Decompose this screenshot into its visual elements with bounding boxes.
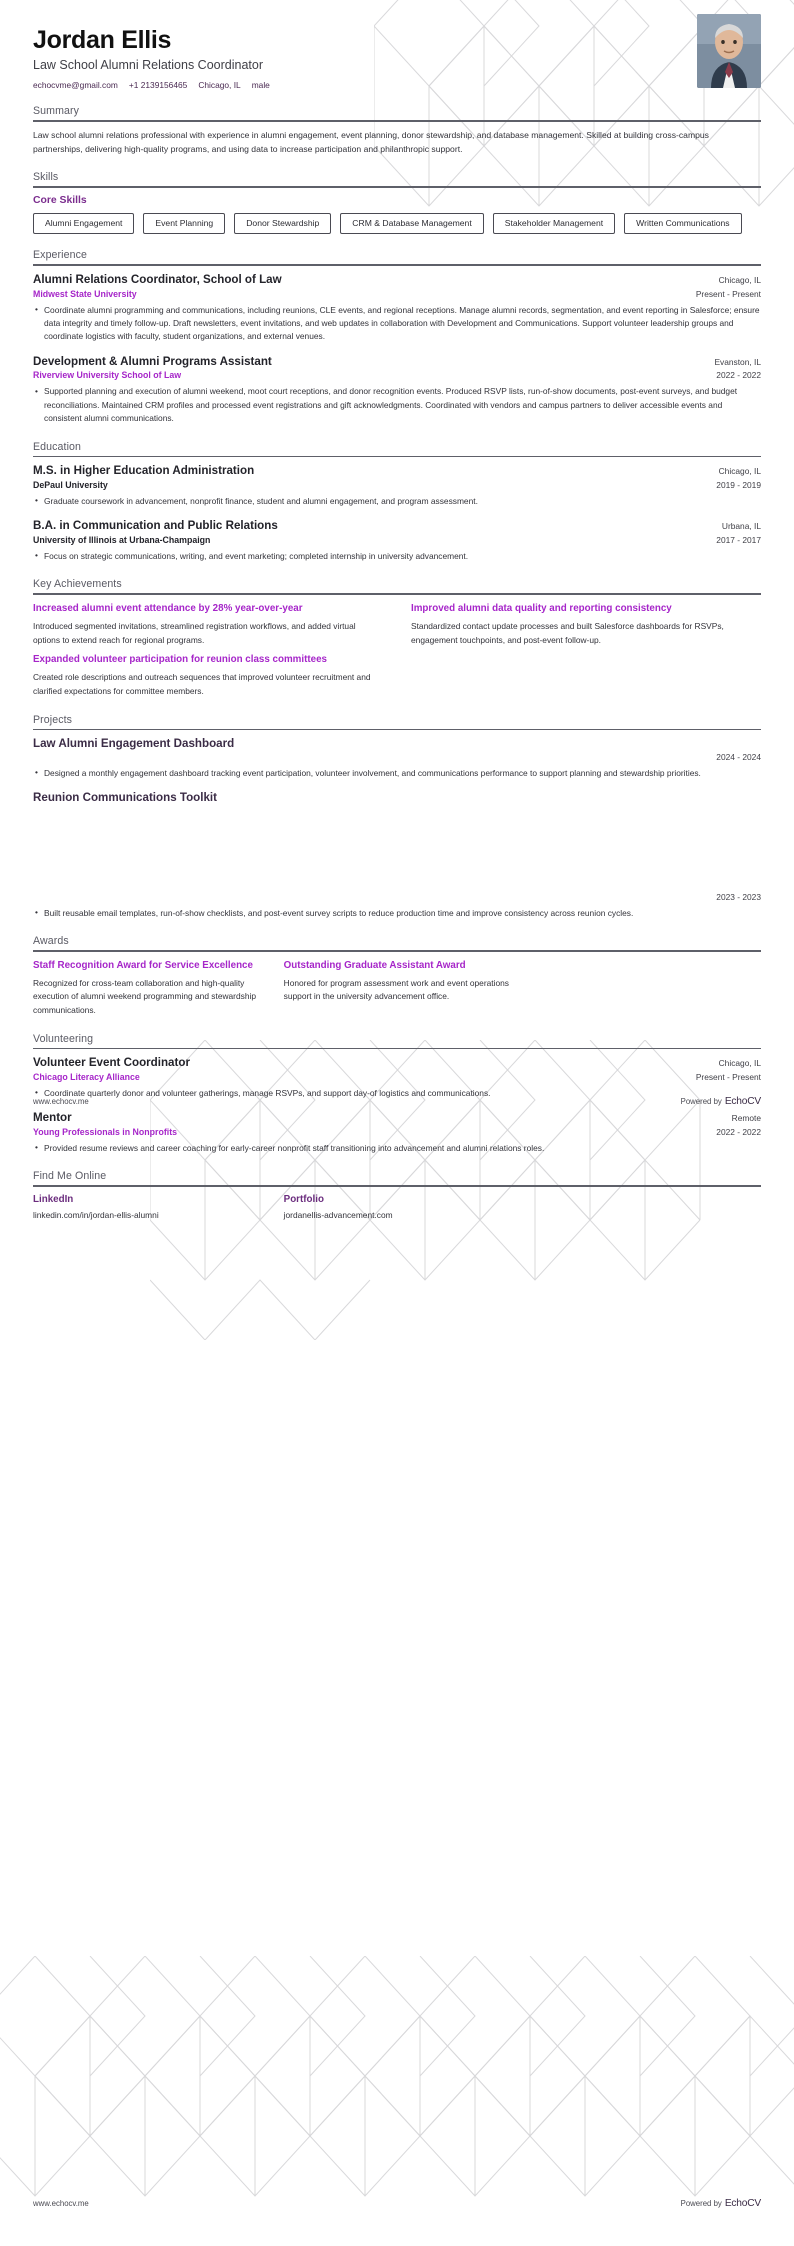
- online-link-grid: [33, 1194, 761, 1220]
- link-label-linkedin: LinkedIn: [33, 1193, 74, 1205]
- achievement-card: [33, 653, 383, 698]
- education-entry: [33, 464, 761, 508]
- award-card: [284, 959, 511, 1018]
- achievement-grid: [33, 602, 761, 699]
- section-key-achievements: [33, 578, 761, 698]
- degree-title: B.A. in Communication and Public Relations: [33, 519, 278, 533]
- powered-by-label: Powered by: [680, 2199, 722, 2208]
- project-title: Reunion Communications Toolkit: [33, 791, 217, 805]
- contact-phone[interactable]: +1 2139156465: [128, 80, 188, 90]
- project-bullet: • Built reusable email templates, run-of-show checklists, and post-event survey scripts to reduce production time and improve consistency across reunion cycles.: [33, 907, 761, 920]
- volunteer-bullet: • Coordinate quarterly donor and volunteer gatherings, manage RSVPs, and support day-of logistics and communications.: [33, 1087, 761, 1100]
- job-location: Chicago, IL: [718, 275, 761, 286]
- link-value-portfolio[interactable]: jordanellis-advancement.com: [283, 1209, 393, 1220]
- achievement-card: [33, 602, 383, 647]
- section-title-awards: Awards: [33, 934, 69, 947]
- link-value-linkedin[interactable]: linkedin.com/in/jordan-ellis-alumni: [33, 1209, 159, 1220]
- education-bullet: • Focus on strategic communications, writing, and event marketing; completed internship in university advancement.: [33, 550, 761, 563]
- job-bullet: • Supported planning and execution of alumni weekend, moot court receptions, and donor recognition events. Produced RSVP lists, run-of-show documents, post-event surveys, and budget reconciliations. Maintained CRM profiles and processed event registrations and gift acknowledgments. Coordinated with vendors and campus partners to deliver accessible events and consistent alumni communications.: [33, 385, 761, 425]
- contact-email[interactable]: echocvme@gmail.com: [33, 80, 118, 90]
- education-bullet: • Graduate coursework in advancement, nonprofit finance, student and alumni engagement, and program assessment.: [33, 495, 761, 508]
- contact-row: [33, 80, 761, 90]
- section-find-me-online: [33, 1170, 761, 1220]
- skill-pill: Donor Stewardship: [234, 213, 331, 234]
- achievement-title: Improved alumni data quality and reporting consistency: [411, 602, 672, 614]
- section-title-education: Education: [33, 440, 82, 453]
- volunteer-dates: Present - Present: [695, 1071, 761, 1082]
- award-body: Honored for program assessment work and event operations support in the university advancement office.: [283, 977, 509, 1002]
- education-bullet-list: [33, 550, 761, 563]
- skill-pill: Event Planning: [143, 213, 225, 234]
- job-bullet: • Coordinate alumni programming and communications, including reunions, CLE events, and regional receptions. Manage alumni records, segmentation, and event reporting in Salesforce; ensure data integrity and timely follow-up. Draft newsletters, event invitations, and web updates in collaboration with Development and Communications. Support volunteer leadership groups and coordinate logistics with faculty, student organizations, and external venues.: [33, 304, 761, 344]
- section-title-key-achievements: Key Achievements: [33, 578, 122, 591]
- section-skills: [33, 171, 761, 234]
- section-title-experience: Experience: [33, 249, 87, 262]
- contact-gender: male: [251, 80, 270, 90]
- powered-by-label: Powered by: [680, 1097, 722, 1106]
- award-body: Recognized for cross-team collaboration and high-quality execution of alumni weekend programming and stewardship communications.: [33, 977, 256, 1015]
- page-footer-2: [33, 2198, 761, 2209]
- project-bullet: • Designed a monthly engagement dashboard tracking event participation, volunteer involvement, and communications performance to support planning and stewardship priorities.: [33, 767, 761, 780]
- section-divider: [33, 1048, 761, 1050]
- section-title-volunteering: Volunteering: [33, 1032, 94, 1045]
- employer-name: Midwest State University: [33, 288, 137, 299]
- online-link-card: [33, 1194, 260, 1220]
- education-entry: [33, 519, 761, 563]
- volunteering-entry: [33, 1056, 761, 1100]
- job-dates: Present - Present: [695, 288, 761, 299]
- online-link-card-empty: [534, 1194, 761, 1220]
- achievement-title: Expanded volunteer participation for reunion class committees: [33, 654, 327, 666]
- project-bullet-list: [33, 767, 761, 780]
- page-footer-1: [33, 1096, 761, 1107]
- degree-title: M.S. in Higher Education Administration: [33, 464, 255, 478]
- footer-site-url[interactable]: www.echocv.me: [33, 2199, 89, 2208]
- section-divider: [33, 264, 761, 266]
- section-title-summary: Summary: [33, 105, 80, 117]
- volunteer-organization: Chicago Literacy Alliance: [33, 1071, 140, 1082]
- brand-name: EchoCV: [724, 2198, 761, 2209]
- online-link-card: [284, 1194, 511, 1220]
- skill-pill: CRM & Database Management: [340, 213, 483, 234]
- section-experience: [33, 249, 761, 425]
- volunteer-bullet-list: [33, 1142, 761, 1155]
- project-bullet-list: [33, 907, 761, 920]
- section-awards: [33, 935, 761, 1018]
- job-title: Alumni Relations Coordinator, School of Law: [33, 273, 282, 287]
- section-divider: [33, 729, 761, 731]
- project-title: Law Alumni Engagement Dashboard: [33, 737, 235, 751]
- achievement-body: Standardized contact update processes and built Salesforce dashboards for RSVPs, engagement touchpoints, and post-event follow-up.: [411, 620, 724, 645]
- section-divider: [33, 593, 761, 595]
- award-grid: [33, 959, 761, 1018]
- section-volunteering: [33, 1033, 761, 1155]
- award-card: [33, 959, 260, 1018]
- job-bullet-list: [33, 385, 761, 425]
- award-card-empty: [534, 959, 761, 1018]
- volunteer-location: Chicago, IL: [718, 1058, 761, 1069]
- footer-powered-by: [681, 1096, 761, 1107]
- project-entry: [33, 737, 761, 780]
- resume-header: [33, 0, 761, 90]
- section-divider: [33, 120, 761, 122]
- volunteer-role: Volunteer Event Coordinator: [33, 1056, 190, 1070]
- achievement-body: Created role descriptions and outreach sequences that improved volunteer recruitment and clarified expectations for committee members.: [33, 672, 371, 696]
- avatar: [697, 14, 761, 88]
- project-dates: 2023 - 2023: [716, 891, 761, 902]
- school-name: University of Illinois at Urbana-Champaign: [33, 534, 211, 545]
- volunteer-dates: 2022 - 2022: [716, 1126, 761, 1137]
- section-education: [33, 441, 761, 563]
- job-dates: 2022 - 2022: [716, 370, 761, 381]
- skill-pill: Written Communications: [624, 213, 741, 234]
- job-location: Evanston, IL: [714, 356, 761, 367]
- experience-entry: [33, 355, 761, 426]
- job-bullet-list: [33, 304, 761, 344]
- volunteer-bullet: • Provided resume reviews and career coaching for early-career nonprofit staff transitioning into advancement and alumni relations roles.: [33, 1142, 761, 1155]
- section-summary: [33, 105, 761, 156]
- skill-pill: Stakeholder Management: [493, 213, 615, 234]
- achievement-body: Introduced segmented invitations, streamlined registration workflows, and added virtual options to extend reach for regional programs.: [33, 620, 356, 645]
- section-divider: [33, 1185, 761, 1187]
- contact-location: Chicago, IL: [198, 80, 241, 90]
- page-title: Jordan Ellis: [33, 26, 172, 54]
- section-title-find-me-online: Find Me Online: [33, 1170, 107, 1183]
- summary-text: Law school alumni relations professional with experience in alumni engagement, event planning, donor stewardship, and database management. Skilled at building cross-campus partnerships, delivering high-quality programs, and using data to increase participation and philanthropic support.: [33, 129, 709, 154]
- school-name: DePaul University: [33, 479, 108, 490]
- skill-pill-row: [33, 213, 761, 234]
- section-title-skills: Skills: [33, 171, 59, 184]
- volunteer-location: Remote: [731, 1113, 761, 1124]
- section-divider: [33, 950, 761, 952]
- link-label-portfolio: Portfolio: [283, 1193, 324, 1205]
- professional-headline: Law School Alumni Relations Coordinator: [33, 58, 263, 72]
- school-location: Urbana, IL: [721, 521, 761, 532]
- award-title: Outstanding Graduate Assistant Award: [283, 959, 466, 971]
- volunteering-entry: [33, 1111, 761, 1155]
- section-title-projects: Projects: [33, 713, 73, 726]
- footer-site-url[interactable]: www.echocv.me: [33, 1097, 89, 1106]
- employer-name: Riverview University School of Law: [33, 370, 182, 381]
- school-dates: 2019 - 2019: [716, 479, 761, 490]
- job-title: Development & Alumni Programs Assistant: [33, 354, 272, 368]
- volunteer-organization: Young Professionals in Nonprofits: [33, 1126, 178, 1137]
- section-projects: [33, 714, 761, 920]
- skill-group-title: Core Skills: [33, 195, 87, 207]
- school-dates: 2017 - 2017: [716, 534, 761, 545]
- school-location: Chicago, IL: [718, 466, 761, 477]
- education-bullet-list: [33, 495, 761, 508]
- volunteer-role: Mentor: [33, 1111, 72, 1125]
- page-break-spacer: [33, 806, 761, 892]
- skill-pill: Alumni Engagement: [33, 213, 134, 234]
- project-dates: 2024 - 2024: [716, 751, 761, 762]
- brand-name: EchoCV: [724, 1096, 761, 1107]
- project-entry: [33, 791, 761, 920]
- section-divider: [33, 456, 761, 458]
- award-title: Staff Recognition Award for Service Excellence: [33, 959, 253, 971]
- achievement-title: Increased alumni event attendance by 28% year-over-year: [33, 602, 303, 614]
- experience-entry: [33, 273, 761, 344]
- achievement-card: [411, 602, 761, 647]
- section-divider: [33, 186, 761, 188]
- footer-powered-by: [681, 2198, 761, 2209]
